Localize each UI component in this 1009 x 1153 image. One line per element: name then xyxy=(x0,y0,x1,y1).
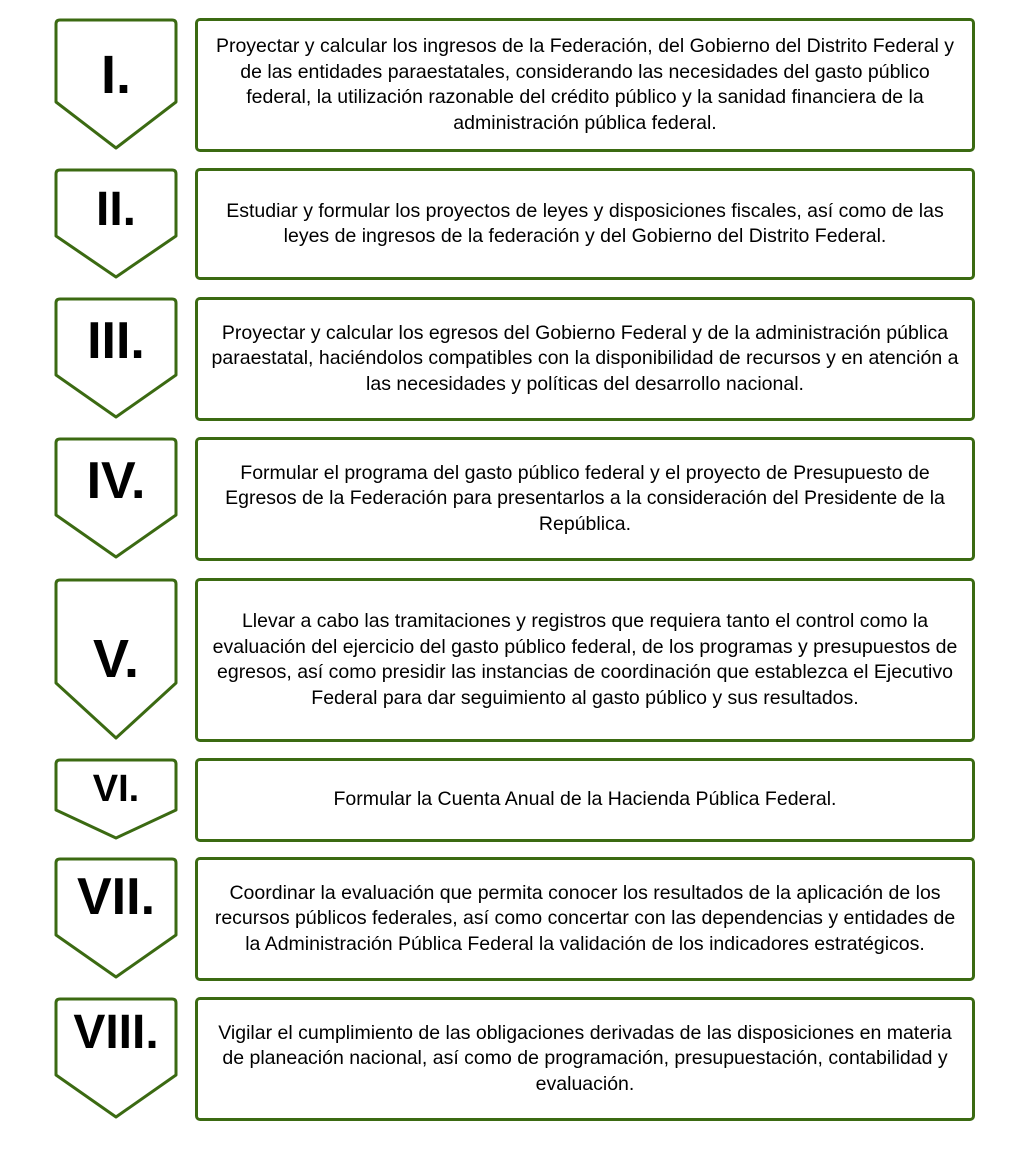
chevron-down-icon xyxy=(54,168,178,280)
item-text: Coordinar la evaluación que permita conocer los resultados de la aplicación de los recursos públicos federales, así como concertar con las dependencias y entidades de la Administración Pública Federal la validación de los indicadores estratégicos. xyxy=(214,881,956,955)
item-text: Llevar a cabo las tramitaciones y registros que requiera tanto el control como la evaluación del ejercicio del gasto público federal, de los programas y presupuestos de egresos, así como presidir las instancias de coordinación que establezca el Ejecutivo Federal para dar seguimiento al gasto público y sus resultados. xyxy=(212,610,958,709)
list-item xyxy=(0,578,1009,742)
item-text: Estudiar y formular los proyectos de leyes y disposiciones fiscales, así como de las leyes de ingresos de la federación y del Gobierno del Distrito Federal. xyxy=(226,199,944,247)
list-item xyxy=(0,437,1009,561)
item-numeral: V. xyxy=(92,629,140,689)
item-box xyxy=(195,18,975,152)
item-numeral: VIII. xyxy=(73,1006,159,1059)
item-box xyxy=(195,857,975,981)
item-text: Formular el programa del gasto público federal y el proyecto de Presupuesto de Egresos de la Federación para presentarlos a la consideración del Presidente de la República. xyxy=(225,461,945,535)
item-box xyxy=(195,168,975,280)
item-box xyxy=(195,758,975,842)
chevron-down-icon xyxy=(54,758,178,842)
item-box xyxy=(195,297,975,421)
list-item xyxy=(0,297,1009,421)
item-text: Proyectar y calcular los ingresos de la Federación, del Gobierno del Distrito Federal y de las entidades paraestatales, considerando las necesidades del gasto público federal, la utilización razonable del crédito público y la sanidad financiera de la administración pública federal. xyxy=(215,35,955,134)
item-numeral: II. xyxy=(95,183,136,236)
item-text: Formular la Cuenta Anual de la Hacienda Pública Federal. xyxy=(333,788,837,811)
chevron-down-icon xyxy=(54,857,178,981)
list-item xyxy=(0,168,1009,280)
item-box xyxy=(195,578,975,742)
list-item xyxy=(0,857,1009,981)
list-item xyxy=(0,18,1009,152)
list-item xyxy=(0,997,1009,1121)
item-numeral: VII. xyxy=(76,868,156,926)
item-text: Proyectar y calcular los egresos del Gobierno Federal y de la administración pública paraestatal, haciéndolos compatibles con la disponibilidad de recursos y en atención a las necesidades y políticas del desarrollo nacional. xyxy=(211,321,959,395)
chevron-down-icon xyxy=(54,18,178,152)
list-item xyxy=(0,758,1009,842)
chevron-down-icon xyxy=(54,997,178,1121)
item-numeral: III. xyxy=(87,312,145,370)
item-box xyxy=(195,997,975,1121)
item-box xyxy=(195,437,975,561)
chevron-down-icon xyxy=(54,578,178,742)
item-numeral: I. xyxy=(100,45,131,105)
item-numeral: VI. xyxy=(92,768,140,810)
item-text: Vigilar el cumplimiento de las obligaciones derivadas de las disposiciones en materia de planeación nacional, así como de programación, presupuestación, contabilidad y evaluación. xyxy=(218,1021,952,1095)
chevron-down-icon xyxy=(54,297,178,421)
chevron-down-icon xyxy=(54,437,178,561)
item-numeral: IV. xyxy=(86,452,146,510)
